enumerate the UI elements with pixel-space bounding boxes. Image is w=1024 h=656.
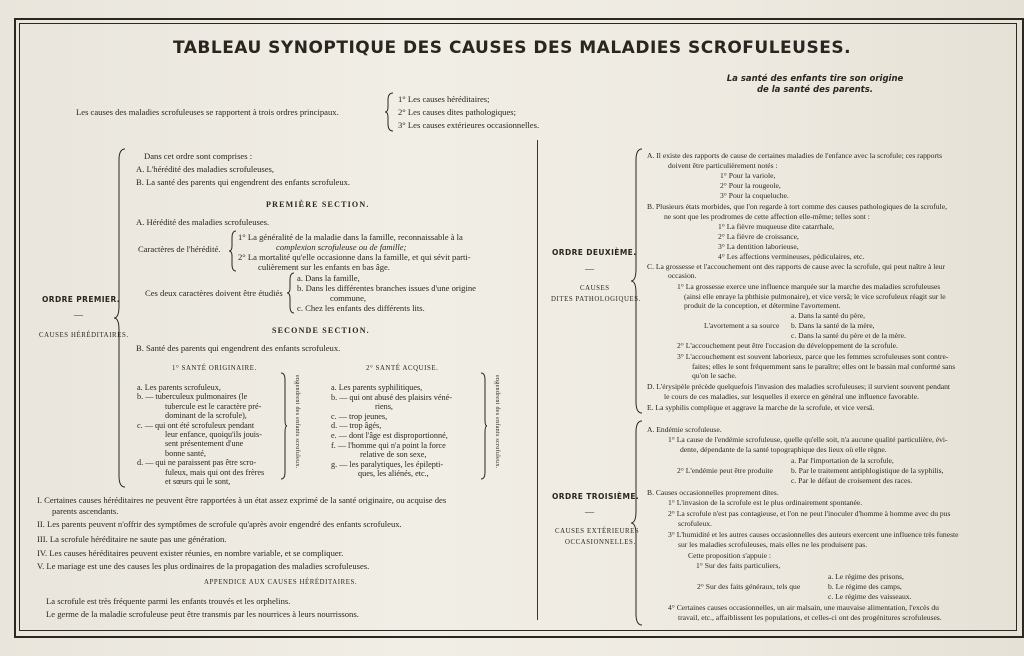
intro-item-2: 2° Les causes dites pathologiques; bbox=[398, 107, 516, 117]
order-third-line-8: B. Causes occasionnelles proprement dites. bbox=[647, 488, 779, 497]
order-second-line-9: 2° La fièvre de croissance, bbox=[718, 232, 799, 241]
appendix-title: APPENDICE AUX CAUSES HÉRÉDITAIRES. bbox=[204, 579, 358, 586]
order-second-dash: — bbox=[585, 264, 594, 274]
note-3: II. Les parents peuvent n'offrir des symptômes de scrofule qu'après avoir engendré des enfants scrofuleux. bbox=[37, 519, 402, 529]
order-third-title: ORDRE TROISIÈME. bbox=[552, 492, 640, 501]
section-1-head: A. Hérédité des maladies scrofuleuses. bbox=[136, 217, 270, 227]
col1-vertical-note: engendrent des enfants scrofuleux. bbox=[294, 375, 300, 469]
epigraph bbox=[725, 74, 905, 96]
order-second-line-11: 4° Les affections vermineuses, pédiculaires, etc. bbox=[718, 252, 865, 261]
order-first-brace bbox=[113, 148, 127, 488]
order-second-line-1: A. Il existe des rapports de cause de certaines maladies de l'enfance avec la scrofule; ces rapports bbox=[647, 151, 943, 160]
etude-b2: commune, bbox=[330, 293, 367, 303]
order-second-line-22: 3° L'accouchement est souvent laborieux, parce que les femmes scrofuleuses sont contre- bbox=[677, 352, 949, 361]
col1-line-4: dominant de la scrofule), bbox=[165, 411, 247, 421]
section-1-title: PREMIÈRE SECTION. bbox=[266, 200, 370, 209]
order-second-sub2: DITES PATHOLOGIQUES. bbox=[551, 296, 641, 303]
order-third-line-17: 2° Sur des faits généraux, tels que bbox=[697, 582, 801, 591]
col1-line-3: tubercule est le caractère pré- bbox=[165, 401, 262, 411]
order-third-line-16: a. Le régime des prisons, bbox=[828, 572, 904, 581]
order-second-line-8: 1° La fièvre muqueuse dite catarrhale, bbox=[718, 222, 835, 231]
order-third-line-5: 2° L'endémie peut être produite bbox=[677, 466, 773, 475]
col1-line-9: d. — qui ne paraissent pas être scro- bbox=[137, 458, 257, 468]
caractere-1a: 1° La généralité de la maladie dans la famille, reconnaissable à la bbox=[238, 232, 463, 242]
order-first-title: ORDRE PREMIER. bbox=[42, 295, 121, 304]
order-second-line-26: le cours de ces maladies, sur lesquelles il exerce en général une influence favorable. bbox=[664, 392, 919, 401]
caracteres-brace bbox=[228, 230, 238, 272]
order-second-line-7: ne sont que les prodromes de cette affection elle-même; telles sont : bbox=[664, 212, 870, 221]
order-third-line-18: b. Le régime des camps, bbox=[828, 582, 902, 591]
note-5: IV. Les causes héréditaires peuvent exister réunies, en nombre variable, et se compliquer. bbox=[37, 548, 344, 558]
order-third-line-12: 3° L'humidité et les autres causes occasionnelles des auteurs exercent une influence très funeste bbox=[668, 530, 959, 539]
col2-line-10: ques, les aliénés, etc., bbox=[358, 469, 429, 479]
col1-line-2: b. — tuberculeux pulmonaires (le bbox=[137, 392, 248, 402]
intro-lead: Les causes des maladies scrofuleuses se rapportent à trois ordres principaux. bbox=[76, 107, 339, 117]
etude-a: a. Dans la famille, bbox=[297, 273, 360, 283]
order-third-line-10: 2° La scrofule n'est pas contagieuse, et l'on ne peut l'inoculer d'homme à homme avec du pus bbox=[668, 509, 951, 518]
etude-b: b. Dans les différentes branches issues d'une origine bbox=[297, 283, 476, 293]
order-second-line-6: B. Plusieurs états morbides, que l'on regarde à tort comme des causes pathologiques de la scrofule, bbox=[647, 202, 947, 211]
note-4: III. La scrofule héréditaire ne saute pas une génération. bbox=[37, 534, 227, 544]
deux-caracteres-label: Ces deux caractères doivent être étudiés bbox=[145, 288, 283, 298]
col1-head: 1° SANTÉ ORIGINAIRE. bbox=[172, 365, 257, 372]
note-6: V. Le mariage est une des causes les plus ordinaires de la propagation des maladies scrofuleuses. bbox=[37, 561, 370, 571]
caractere-1b: complexion scrofuleuse ou de famille; bbox=[276, 242, 407, 252]
order-second-line-4: 2° Pour la rougeole, bbox=[720, 181, 781, 190]
order-third-dash: — bbox=[585, 507, 594, 517]
order-second-line-10: 3° La dentition laborieuse, bbox=[718, 242, 799, 251]
col1-brace bbox=[280, 372, 288, 480]
intro-item-1: 1° Les causes héréditaires; bbox=[398, 94, 490, 104]
order-second-brace bbox=[630, 148, 644, 414]
order-third-line-11: scrofuleux. bbox=[678, 519, 712, 528]
col1-line-10: fuleux, mais qui ont des frères bbox=[165, 467, 265, 477]
col2-vertical-note: engendrent des enfants scrofuleux. bbox=[494, 375, 500, 469]
order-third-line-13: sur les maladies scrofuleuses, mais elles ne les produisent pas. bbox=[678, 540, 868, 549]
order-third-line-1: A. Endémie scrofuleuse. bbox=[647, 425, 722, 434]
col2-line-2: b. — qui ont abusé des plaisirs véné- bbox=[331, 392, 452, 402]
epigraph-line-2: de la santé des parents. bbox=[756, 85, 874, 95]
note-1: I. Certaines causes héréditaires ne peuvent être rapportées à un état assez exprimé de la santé originaire, ou acquise des bbox=[37, 495, 447, 505]
order-third-line-3: dente, dépendante de la santé topographique des lieux où elle règne. bbox=[680, 445, 887, 454]
order-third-line-19: c. Le régime des vaisseaux. bbox=[828, 592, 912, 601]
center-divider bbox=[537, 140, 538, 620]
order-third-line-15: 1° Sur des faits particuliers, bbox=[696, 561, 781, 570]
order-third-line-7: c. Par le défaut de croisement des races. bbox=[791, 476, 913, 485]
order-second-line-5: 3° Pour la coqueluche. bbox=[720, 191, 789, 200]
page-title: TABLEAU SYNOPTIQUE DES CAUSES DES MALADIES SCROFULEUSES. bbox=[172, 38, 852, 58]
deux-brace bbox=[286, 272, 296, 314]
order-second-line-16: produit de la conception, et détermine l'avortement. bbox=[684, 301, 841, 310]
order-second-line-2: doivent être particulièrement notés : bbox=[668, 161, 778, 170]
order-second-line-23: faites; elles le sont fréquemment sans le paraître; elles ont le bassin mal conformé sans bbox=[692, 362, 956, 371]
order-second-sub1: CAUSES bbox=[580, 285, 610, 292]
left-b: B. La santé des parents qui engendrent des enfants scrofuleux. bbox=[136, 177, 351, 187]
order-second-line-24: qu'on le sache. bbox=[692, 371, 737, 380]
order-third-line-2: 1° La cause de l'endémie scrofuleuse, quelle qu'elle soit, n'a aucune qualité particulière, évi- bbox=[668, 435, 948, 444]
col2-line-7: f. — l'homme qui n'a point la force bbox=[331, 440, 446, 450]
col1-line-6: leur enfance, quoiqu'ils jouis- bbox=[165, 430, 262, 439]
appendix-2: Le germe de la maladie scrofuleuse peut être transmis par les nourrices à leurs nourrissons. bbox=[46, 609, 359, 619]
intro-brace bbox=[384, 92, 396, 132]
intro-item-3: 3° Les causes extérieures occasionnelles. bbox=[398, 120, 540, 130]
col2-line-4: c. — trop jeunes, bbox=[331, 411, 388, 421]
left-intro: Dans cet ordre sont comprises : bbox=[144, 151, 253, 161]
col2-line-8: relative de son sexe, bbox=[360, 450, 427, 460]
order-second-line-21: 2° L'accouchement peut être l'occasion du développement de la scrofule. bbox=[677, 341, 898, 350]
caractere-2a: 2° La mortalité qu'elle occasionne dans la famille, et qui sévit parti- bbox=[238, 252, 471, 262]
order-second-line-18: L'avortement a sa source bbox=[704, 321, 780, 330]
order-third-line-20: 4° Certaines causes occasionnelles, un air malsain, une mauvaise alimentation, l'excès du bbox=[668, 603, 939, 612]
order-third-line-21: travail, etc., affaiblissent les populations, et celles-ci ont des progénitures scrofuleuses. bbox=[678, 613, 942, 622]
order-second-line-3: 1° Pour la variole, bbox=[720, 171, 776, 180]
col2-head: 2° SANTÉ ACQUISE. bbox=[366, 365, 439, 372]
section-2-title: SECONDE SECTION. bbox=[272, 326, 370, 335]
col1-line-8: bonne santé, bbox=[165, 448, 206, 458]
order-third-line-9: 1° L'invasion de la scrofule est le plus ordinairement spontanée. bbox=[668, 498, 863, 507]
col2-line-3: riens, bbox=[375, 402, 393, 412]
col2-line-9: g. — les paralytiques, les épilepti- bbox=[331, 459, 444, 469]
appendix-1: La scrofule est très fréquente parmi les enfants trouvés et les orphelins. bbox=[46, 596, 291, 606]
col1-line-7: sent présentement d'une bbox=[165, 439, 244, 449]
col1-line-1: a. Les parents scrofuleux, bbox=[137, 383, 221, 392]
order-third-line-4: a. Par l'importation de la scrofule, bbox=[791, 456, 894, 465]
order-second-title: ORDRE DEUXIÈME. bbox=[552, 248, 637, 257]
order-second-line-19: b. Dans la santé de la mère, bbox=[791, 321, 875, 330]
note-2: parents ascendants. bbox=[52, 506, 119, 516]
order-second-line-27: E. La syphilis complique et aggrave la marche de la scrofule, et vice versâ. bbox=[647, 403, 875, 412]
order-first-dash: — bbox=[74, 310, 83, 320]
order-second-line-17: a. Dans la santé du père, bbox=[791, 311, 866, 320]
order-third-brace bbox=[630, 420, 644, 626]
etude-c: c. Chez les enfants des différents lits. bbox=[297, 303, 425, 313]
order-second-line-20: c. Dans la santé du père et de la mère. bbox=[791, 331, 906, 340]
order-first-sub: CAUSES HÉRÉDITAIRES. bbox=[39, 332, 129, 339]
order-third-sub2: OCCASIONNELLES. bbox=[565, 539, 636, 546]
col1-line-5: c. — qui ont été scrofuleux pendant bbox=[137, 420, 255, 430]
order-second-line-25: D. L'érysipèle précède quelquefois l'invasion des maladies scrofuleuses; il survient souvent pendant bbox=[647, 382, 951, 391]
caracteres-label: Caractères de l'hérédité. bbox=[138, 244, 221, 254]
order-second-line-14: 1° La grossesse exerce une influence marquée sur la marche des maladies scrofuleuses bbox=[677, 282, 941, 291]
col2-line-1: a. Les parents syphilitiques, bbox=[331, 383, 423, 392]
col2-line-5: d. — trop âgés, bbox=[331, 421, 382, 431]
epigraph-line-1: La santé des enfants tire son origine bbox=[726, 74, 904, 84]
order-second-line-15: (ainsi elle enraye la phthisie pulmonaire), et vice versâ; le vice scrofuleux réagit sur le bbox=[684, 292, 946, 301]
order-third-line-6: b. Par le traitement antiphlogistique de la syphilis, bbox=[791, 466, 944, 475]
col2-line-6: e. — dont l'âge est disproportionné, bbox=[331, 431, 448, 440]
order-third-sub1: CAUSES EXTÉRIEURES bbox=[555, 528, 640, 535]
col1-line-11: et sœurs qui le sont, bbox=[165, 477, 231, 486]
caractere-2b: culièrement sur les enfants en bas âge. bbox=[258, 262, 390, 272]
left-a: A. L'hérédité des maladies scrofuleuses, bbox=[136, 164, 275, 174]
order-third-line-14: Cette proposition s'appuie : bbox=[688, 551, 771, 560]
order-second-line-13: occasion. bbox=[668, 271, 697, 280]
col2-brace bbox=[480, 372, 488, 480]
section-2-head: B. Santé des parents qui engendrent des enfants scrofuleux. bbox=[136, 343, 341, 353]
order-second-line-12: C. La grossesse et l'accouchement ont des rapports de cause avec la scrofule, qui peut naître à leur bbox=[647, 262, 946, 271]
